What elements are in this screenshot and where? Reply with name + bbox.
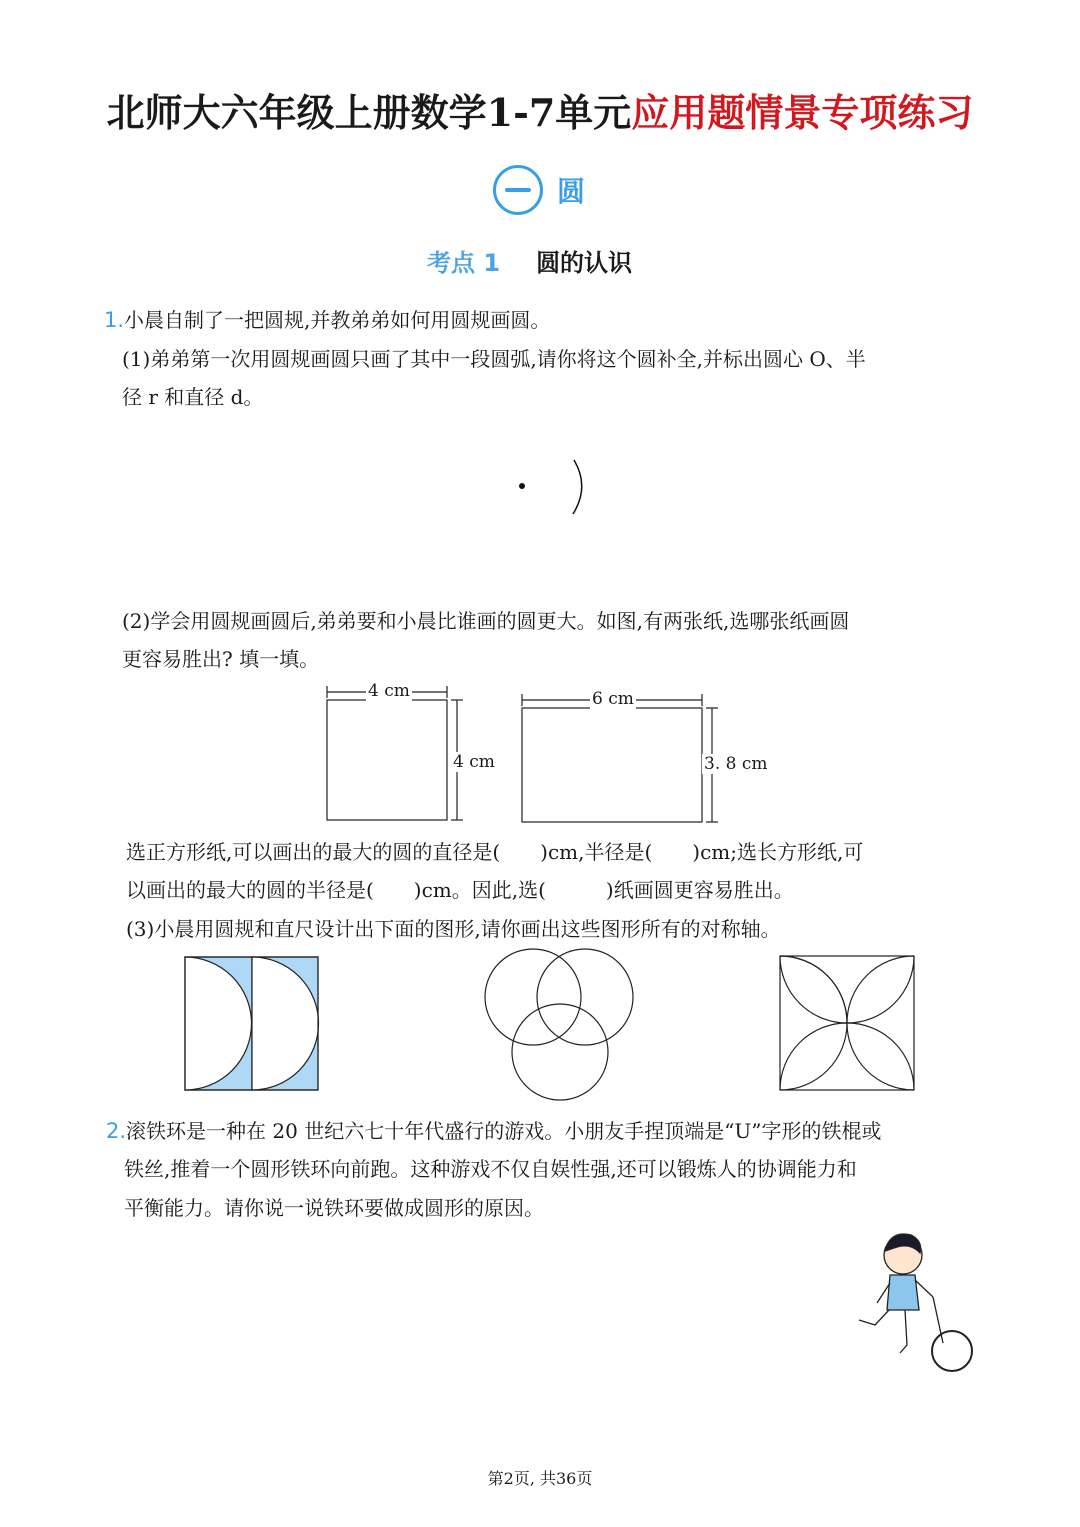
arc-figure [500,450,600,525]
q1-intro [104,304,550,333]
center-dot [519,483,525,489]
q1-intro-text: 小晨自制了一把圆规,并教弟弟如何用圆规画圆。 [124,308,551,332]
q2-line1 [106,1115,882,1144]
q1-p2-line1: (2)学会用圆规画圆后,弟弟要和小晨比谁画的圆更大。如图,有两张纸,选哪张纸画圆 [122,609,850,633]
q2-line3: 平衡能力。请你说一说铁环要做成圆形的原因。 [124,1196,544,1220]
boy-rolling-hoop-illustration [845,1225,980,1375]
arc [573,460,582,514]
q1-number: 1. [104,308,125,332]
figure-three-circles [480,948,640,1104]
q1-fill-line2: 以画出的最大的圆的半径是( )cm。因此,选( )纸画圆更容易胜出。 [126,878,794,902]
title-red: 应用题情景专项练习 [631,90,974,135]
rect-width-label: 6 cm [592,689,634,709]
square-height-label: 4 cm [453,752,495,772]
unit-header [493,165,585,215]
unit-name: 圆 [557,175,586,208]
q1-p3: (3)小晨用圆规和直尺设计出下面的图形,请你画出这些图形所有的对称轴。 [126,917,781,941]
square-width-label: 4 cm [368,681,410,701]
kaodian-name: 圆的认识 [536,249,633,277]
q2-line1-text: 滚铁环是一种在 20 世纪六七十年代盛行的游戏。小朋友手捏顶端是“U”字形的铁棍或 [126,1119,882,1143]
q1-p2-line2: 更容易胜出? 填一填。 [122,647,320,671]
q1-p1-line1: (1)弟弟第一次用圆规画圆只画了其中一段圆弧,请你将这个圆补全,并标出圆心 O、半 [122,347,866,371]
q1-p1-line2: 径 r 和直径 d。 [122,385,264,409]
square-paper [327,700,447,820]
figure-double-d [180,950,320,1096]
q2-line2: 铁丝,推着一个圆形铁环向前跑。这种游戏不仅自娱性强,还可以锻炼人的协调能力和 [124,1157,857,1181]
rect-height-label: 3. 8 cm [704,754,768,774]
page-footer: 第2页, 共36页 [487,1469,593,1488]
figure-petals [775,950,920,1096]
page-title [0,82,1080,137]
kaodian-heading [427,243,632,278]
title-black: 北师大六年级上册数学1-7单元 [106,90,632,135]
unit-number-badge [493,165,543,215]
q1-fill-line1: 选正方形纸,可以画出的最大的圆的直径是( )cm,半径是( )cm;选长方形纸,可 [126,840,864,864]
rect-paper [522,708,702,822]
q2-number: 2. [106,1119,127,1143]
kaodian-label: 考点 1 [427,249,501,277]
